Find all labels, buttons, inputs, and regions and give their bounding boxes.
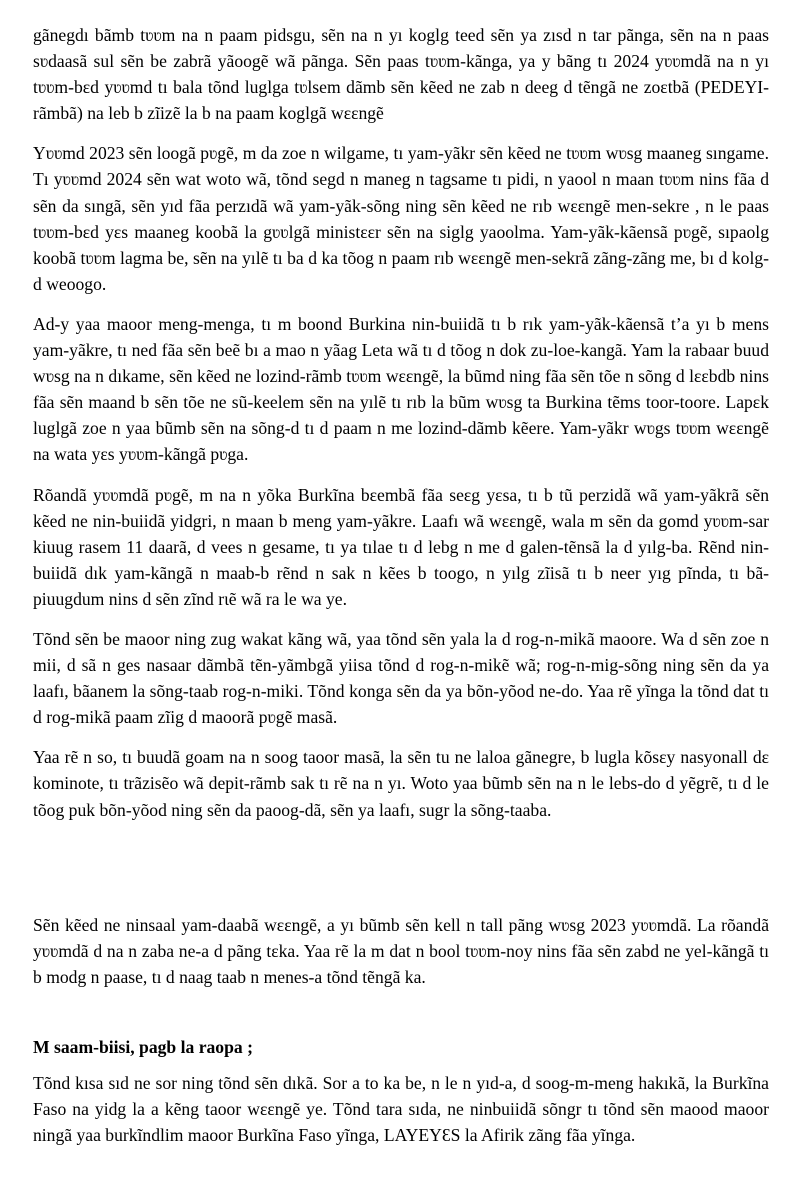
paragraph-7: Sẽn kẽed ne ninsaal yam-daabã wɛɛngẽ, a yı bũmb sẽn kell n tall pãng wʋsg 2023 yʋʋmdã. La rõandã yʋʋmdã d na n zaba ne-a d pãng tɛka. Yaa rẽ la m dat n bool tʋʋm-noy nins fãa sẽn zabd ne yel-kãngã tı b modg n paase, tı d naag taab n menes-a tõnd tẽngã ka. [33,914,769,987]
paragraph-4: Rõandã yʋʋmdã pʋgẽ, m na n yõka Burkĩna bɛembã fãa seɛg yɛsa, tı b tũ perzidã wã yam-yãkrã sẽn kẽed ne nin-buiidã yidgri, n maan b meng yam-yãkre. Laafı wã wɛɛngẽ, wala m sẽn da gomd yʋʋm-sar kiuug rasem 11 daarã, d vees n gesame, tı ya tılae tı d lebg n me d galen-tẽnsã la d yılg-ba. Rẽnd nin-buiidã dık yam-kãngã n maab-b rẽnd n sak n kẽes b toogo, n yılg zĩisã tı b neer yıg pĩnda, tı bã-piuugdum nins d sẽn zĩnd rɩẽ wã ra le wa ye. [33,484,769,609]
paragraph-3: Ad-y yaa maoor meng-menga, tı m boond Burkina nin-buiidã tı b rık yam-yãk-kãensã t’a yı b mens yam-yãkre, tı ned fãa sẽn beẽ bı a mao n yãag Leta wã tı d tõog n dok zu-loe-kangã. Yam la rabaar buud wʋsg na n dıkame, sẽn kẽed ne lozind-rãmb tʋʋm wɛɛngẽ, la bũmd ning fãa sẽn tõe n sõng d lɛɛbdb nins fãa sẽn maand b sẽn tõe ne sũ-keelem sẽn na yılẽ tı rıb la bũm wʋsg ta Burkina tẽms toor-toore. Lapɛk luglgã zoe n yaa bũmb sẽn na sõng-d tı d paam n me lozind-dãmb kẽere. Yam-yãkr wʋgs tʋʋm wɛɛngẽ na wata yɛs yʋʋm-kãngã pʋga. [33,313,769,465]
paragraph-1: gãnegdı bãmb tʋʋm na n paam pidsgu, sẽn na n yı koglg teed sẽn ya zısd n tar pãnga, sẽn na n paas sʋdaasã sul sẽn be zabrã yãoogẽ wã pãnga. Sẽn paas tʋʋm-kãnga, ya y bãng tı 2024 yʋʋmdã na n yı tʋʋm-bɛd yʋʋmd tı bala tõnd luglga tʋlsem dãmb sẽn kẽed ne zab n deeg d tẽngã ne zoɛtbã (PEDEYI-rãmbã) na leb b zĩizẽ la b na paam koglgã wɛɛngẽ [33,25,769,124]
paragraph-6: Yaa rẽ n so, tı buudã goam na n soog taoor masã, la sẽn tu ne laloa gãnegre, b lugla kõsɛy nasyonall dɛ kominote, tı trãzisẽo wã depit-rãmb sak tı rẽ na n yı. Woto yaa bũmb sẽn na n le lebs-do d yẽgrẽ, tı d le tõog puk bõn-yõod ning sẽn da paoog-dã, sẽn ya laafı, sugr la sõng-taaba. [33,747,769,820]
paragraph-2: Yʋʋmd 2023 sẽn loogã pʋgẽ, m da zoe n wilgame, tı yam-yãkr sẽn kẽed ne tʋʋm wʋsg maaneg sıngame. Tı yʋʋmd 2024 sẽn wat woto wã, tõnd segd n maneg n tagsame tı pidi, n yaool n maan tʋʋm nins fãa d sẽn da sıngã, sẽn yıd fãa perzıdã wã yam-yãk-sõng ning sẽn kẽed ne rıb wɛɛngẽ men-sekre , n le paas tʋʋm-bɛd yɛs maaneg koobã la gʋʋlgã ministɛɛr sẽn na siglg yaoolma. Yam-yãk-kãensã pʋgẽ, sıpaolg koobã tʋʋm lagma be, sẽn na yılẽ tı ba d ka tõog n paam rıb wɛɛngẽ men-sekrã zãng-zãng me, bı d kolg-d weoogo. [33,143,769,294]
paragraph-5: Tõnd sẽn be maoor ning zug wakat kãng wã, yaa tõnd sẽn yala la d rog-n-mikã maoore. Wa d sẽn zoe n mii, d sã n ges nasaar dãmbã tẽn-yãmbgã yiisa tõnd d rog-n-mikẽ wã; rog-n-mig-sõng ning sẽn da ya laafı, bãanem la sõng-taab rog-n-miki. Tõnd konga sẽn da ya bõn-yõod ne-do. Yaa rẽ yĩnga la tõnd dat tı d rog-mikã paam zĩig d maoorã pʋgẽ masã. [33,628,769,728]
blank-space-2 [33,1004,769,1034]
blank-space [33,837,769,912]
section-heading: M saam-biisi, pagb la raopa ; [33,1036,253,1057]
paragraph-8: Tõnd kısa sıd ne sor ning tõnd sẽn dıkã. Sor a to ka be, n le n yıd-a, d soog-m-meng hakıkã, la Burkĩna Faso na yidg la a kẽng taoor wɛɛngẽ ye. Tõnd tara sıda, ne ninbuiidã sõngr tı tõnd sẽn maood maoor ningã yaa burkĩndlim maoor Burkĩna Faso yĩnga, LAYEYƐS la Afirik zãng fãa yĩnga. [33,1073,769,1146]
document-page [33,22,769,1162]
